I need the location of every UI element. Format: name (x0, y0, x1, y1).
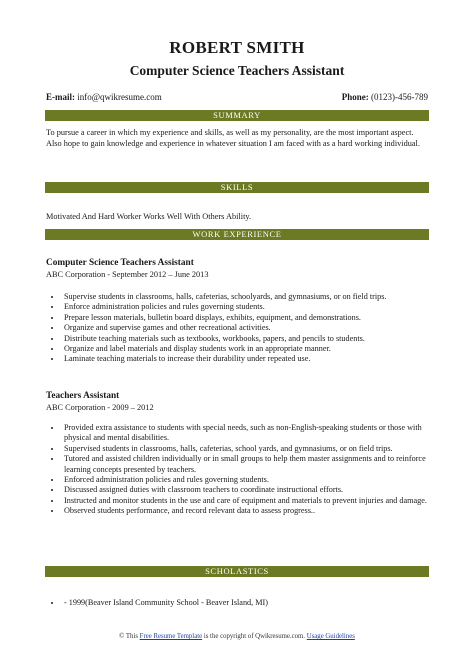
list-item: • Discussed assigned duties with classroom teachers to coordinate instructional efforts. (62, 485, 442, 495)
list-item: • Organize and supervise games and other recreational activities. (62, 323, 442, 333)
list-item: • Prepare lesson materials, bulletin board displays, exhibits, equipment, and demonstrations. (62, 313, 442, 323)
email-value[interactable]: info@qwikresume.com (77, 92, 162, 102)
list-item: • Supervise students in classrooms, halls, cafeterias, schoolyards, and gymnasiums, or on field trips. (62, 292, 442, 302)
contact-line (46, 92, 428, 102)
list-item: • Distribute teaching materials such as textbooks, workbooks, papers, and pencils to students. (62, 334, 442, 344)
email-block (46, 92, 162, 102)
list-item: • Organize and label materials and display students work in an appropriate manner. (62, 344, 442, 354)
job-2-title: Teachers Assistant (46, 391, 120, 401)
skills-header: SKILLS (45, 182, 429, 193)
candidate-role: Computer Science Teachers Assistant (129, 63, 345, 78)
footer-prefix: © This (119, 633, 138, 640)
job-1-company: ABC Corporation - September 2012 – June 2013 (46, 270, 209, 279)
list-item: • Enforce administration policies and rules governing students. (62, 302, 442, 312)
footer-middle: is the copyright of Qwikresume.com. (203, 633, 306, 640)
footer (0, 633, 474, 640)
scholastics-header: SCHOLASTICS (45, 566, 429, 577)
job-2-bullets (46, 423, 442, 517)
job-1-bullets (46, 292, 442, 365)
summary-header: SUMMARY (45, 110, 429, 121)
summary-text: To pursue a career in which my experience and skills, as well as my personality, are the most important aspect. Also hope to gain knowledge and experience in whatever situation I am faced with as a hard working individual. (46, 128, 420, 148)
list-item: • Instructed and monitor students in the use and care of equipment and materials to prevent injuries and damage. (62, 496, 442, 506)
list-item: • Laminate teaching materials to increase their durability under repeated use. (62, 354, 442, 364)
candidate-name: ROBERT SMITH (169, 38, 305, 57)
usage-guidelines-link[interactable]: Usage Guidelines (306, 633, 355, 640)
experience-header: WORK EXPERIENCE (45, 229, 429, 240)
list-item: • Observed students performance, and record relevant data to assess progress.. (62, 506, 442, 516)
list-item: • Provided extra assistance to students with special needs, such as non-English-speaking students or those with physical and mental disabilities. (62, 423, 442, 444)
skills-text: Motivated And Hard Worker Works Well With Others Ability. (46, 212, 252, 221)
scholastics-list (46, 598, 442, 608)
job-1-title: Computer Science Teachers Assistant (46, 258, 194, 268)
phone-value: (0123)-456-789 (371, 92, 428, 102)
phone-label: Phone: (341, 92, 369, 102)
list-item: • Supervised students in classrooms, halls, cafeterias, school yards, and gymnasiums, or on field trips. (62, 444, 442, 454)
list-item: • Tutored and assisted children individually or in small groups to help them master assignments and to reinforce learning concepts presented by teachers. (62, 454, 442, 475)
job-2-company: ABC Corporation - 2009 – 2012 (46, 403, 154, 412)
phone-block (342, 92, 428, 102)
free-resume-template-link[interactable]: Free Resume Template (139, 633, 203, 640)
list-item: • Enforced administration policies and rules governing students. (62, 475, 442, 485)
email-label: E-mail: (46, 92, 75, 102)
list-item: • - 1999(Beaver Island Community School - Beaver Island, MI) (62, 598, 442, 608)
